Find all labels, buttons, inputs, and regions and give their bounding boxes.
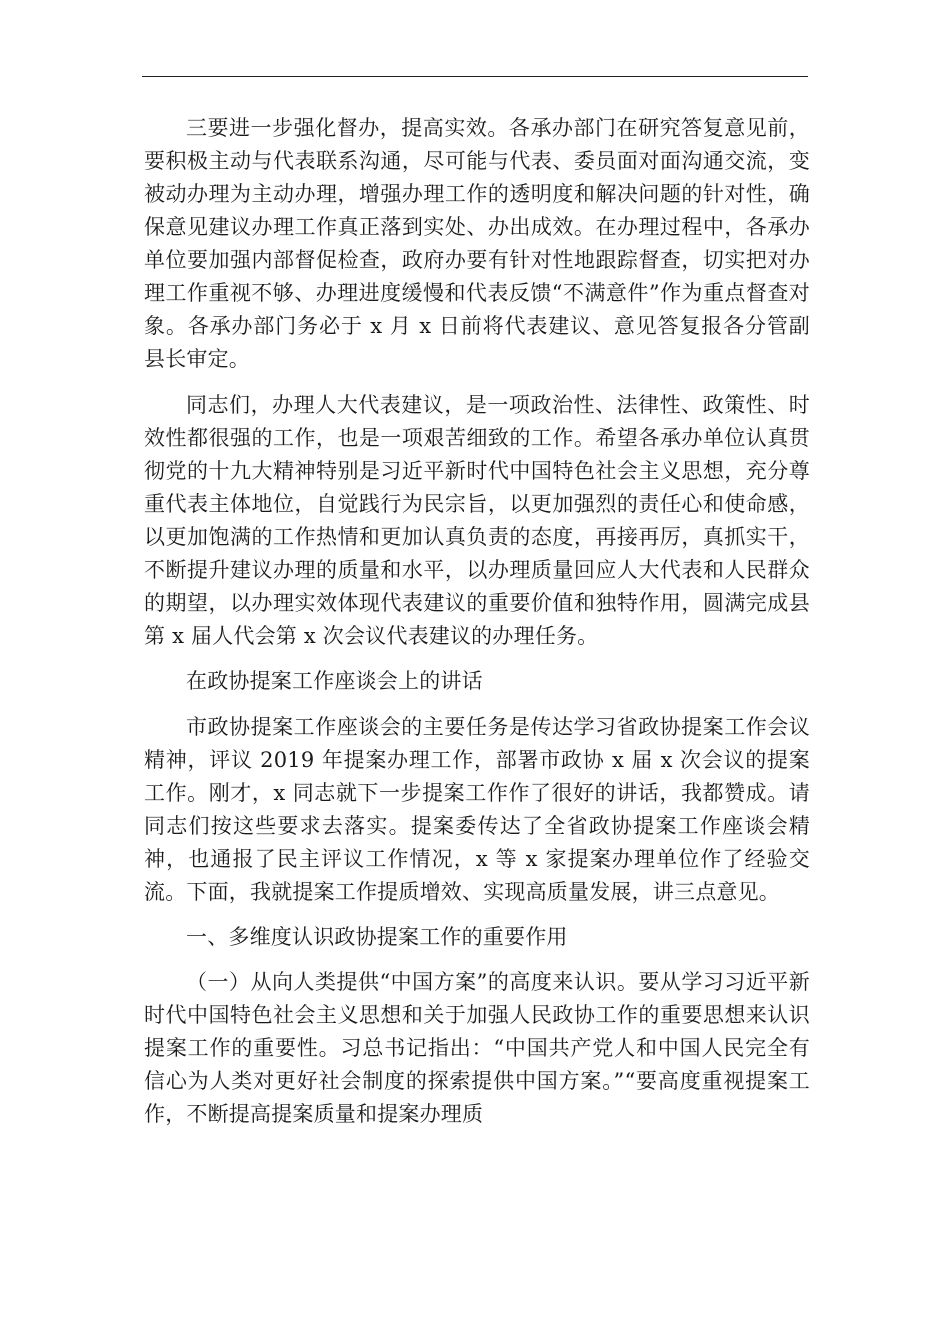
paragraph-closing-remarks: 同志们，办理人大代表建议，是一项政治性、法律性、政策性、时效性都很强的工作，也是一项艰苦细致的工作。希望各承办单位认真贯彻党的十九大精神特别是习近平新时代中国特色社会主义思想，充分尊重代表主体地位，自觉践行为民宗旨，以更加强烈的责任心和使命感，以更加饱满的工作热情和更加认真负责的态度，再接再厉，真抓实干，不断提升建议办理的质量和水平，以办理质量回应人大代表和人民群众的期望，以办理实效体现代表建议的重要价值和独特作用，圆满完成县第 x 届人代会第 x 次会议代表建议的办理任务。 — [144, 393, 810, 648]
paragraph-intro: 市政协提案工作座谈会的主要任务是传达学习省政协提案工作会议精神，评议 2019 年提案办理工作，部署市政协 x 届 x 次会议的提案工作。刚才，x 同志就下一步提案工作作了很好的讲话，我都赞成。请同志们按这些要求去落实。提案委传达了全省政协提案工作座谈会精神，也通报了民主评议工作情况，x 等 x 家提案办理单位作了经验交流。下面，我就提案工作提质增效、实现高质量发展，讲三点意见。 — [144, 715, 810, 904]
header-rule — [142, 76, 808, 77]
section-heading: 一、多维度认识政协提案工作的重要作用 — [186, 925, 568, 949]
paragraph-supervision: 三要进一步强化督办，提高实效。各承办部门在研究答复意见前，要积极主动与代表联系沟通，尽可能与代表、委员面对面沟通交流，变被动办理为主动办理，增强办理工作的透明度和解决问题的针对性，确保意见建议办理工作真正落到实处、办出成效。在办理过程中，各承办单位要加强内部督促检查，政府办要有针对性地跟踪督查，切实把对办理工作重视不够、办理进度缓慢和代表反馈“不满意件”作为重点督查对象。各承办部门务必于 x 月 x 日前将代表建议、意见答复报各分管副县长审定。 — [144, 116, 810, 371]
document-body — [144, 112, 810, 1131]
speech-title: 在政协提案工作座谈会上的讲话 — [186, 669, 483, 693]
paragraph-subsection-one: （一）从向人类提供“中国方案”的高度来认识。要从学习习近平新时代中国特色社会主义思想和关于加强人民政协工作的重要思想来认识提案工作的重要性。习总书记指出：“中国共产党人和中国人民完全有信心为人类对更好社会制度的探索提供中国方案。”“要高度重视提案工作，不断提高提案质量和提案办理质 — [144, 970, 810, 1126]
